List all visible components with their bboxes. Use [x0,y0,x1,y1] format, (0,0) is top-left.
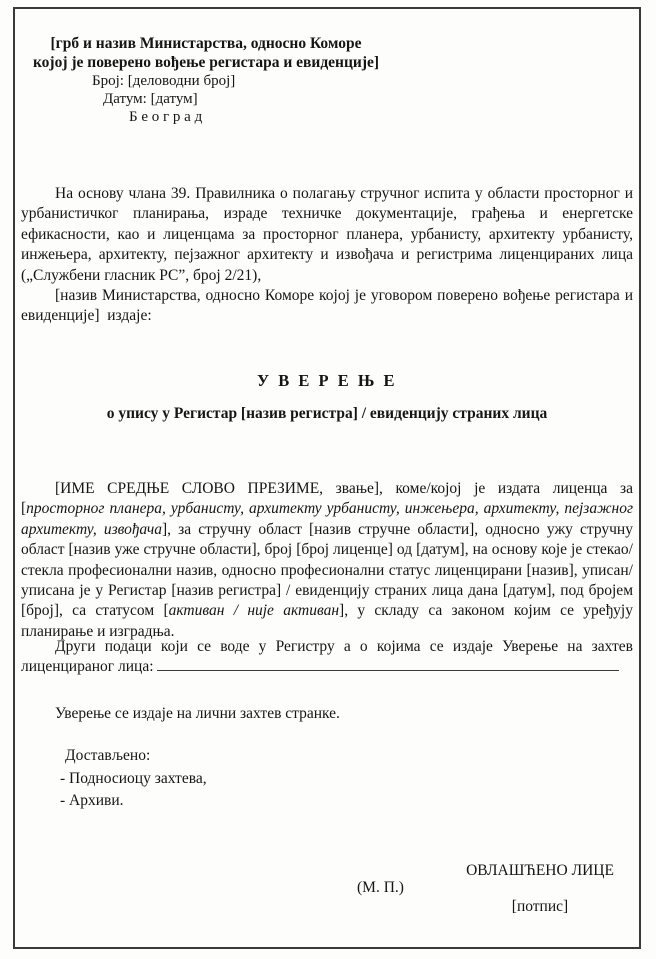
delivery-section [60,745,207,813]
ministry-name-line1: [грб и назив Министарства, односно Коморе [50,35,362,52]
certificate-title: У В Е Р Е Њ Е [257,371,397,390]
other-data-label: Други подаци који се воде у Регистру а о којима се издаје Уверење на захтев лиценцираног лица: [21,638,633,676]
main-paragraph [21,479,633,642]
personal-request-note: Уверење се издаје на лични захтев странке. [55,705,340,722]
delivery-item: - Архиви. [60,792,124,810]
city-line: Б е о г р а д [129,109,203,125]
delivery-item: - Подносиоцу захтева, [60,769,207,787]
date-line: Датум: [датум] [103,91,198,107]
ministry-header [20,35,392,72]
body-text-segment: просторног планера, урбанисту, архитекту урбанисту, инжењера, архитекту, пејзажног архитекту, извођача [21,500,633,538]
body-text-segment: ], за стручну област [назив стручне области], односно ужу стручну област [назив уже стручне области], број [број лиценце] од [датум], на основу које је стекао/стекла професионални назив, односно професионални статус лиценцирани [назив], уписан/уписана је у Регистар [назив регистра] / евиденцију страних лица дана [датум], под бројем [број], са статусом [ [21,520,633,620]
delivery-heading: Достављено: [65,747,151,764]
stamp-placeholder: (М. П.) [357,879,404,896]
issuer-paragraph: [назив Министарства, односно Коморе којој је уговором поверено вођење регистара и евиденције] издаје: [21,287,633,325]
registry-number-line: Број: [деловодни број] [92,73,236,89]
authorized-person-label: ОВЛАШЋЕНО ЛИЦЕ [466,862,614,879]
legal-basis-paragraph: На основу члана 39. Правилника о полагању стручног испита у области просторног и урбанистичког планирања, израде техничке документације, грађења и енергетске ефикасности, као и лиценцама за просторног планера, урбанисту, архитекту урбанисту, инжењера, архитекту, пејзажног архитекту и извођача и регистрима лиценцираних лица („Службени гласник РС”, број 2/21), [21,185,633,284]
body-text-segment: [ИМЕ СРЕДЊЕ СЛОВО ПРЕЗИМЕ, звање], коме/којој је издата лиценца за [ [21,480,633,518]
other-data-paragraph [21,637,633,678]
signature-placeholder: [потпис] [511,898,569,915]
blank-fill-line [157,657,619,671]
ministry-name-line2: којој је поверено вођење регистара и евиденције] [32,53,380,71]
body-text-segment: активан / није активан [168,602,340,620]
body-text-segment: ], у складу са законом којим се уређују планирање и изградња. [21,602,633,640]
certificate-subtitle: о упису у Регистар [назив регистра] / евиденцију страних лица [106,405,548,422]
